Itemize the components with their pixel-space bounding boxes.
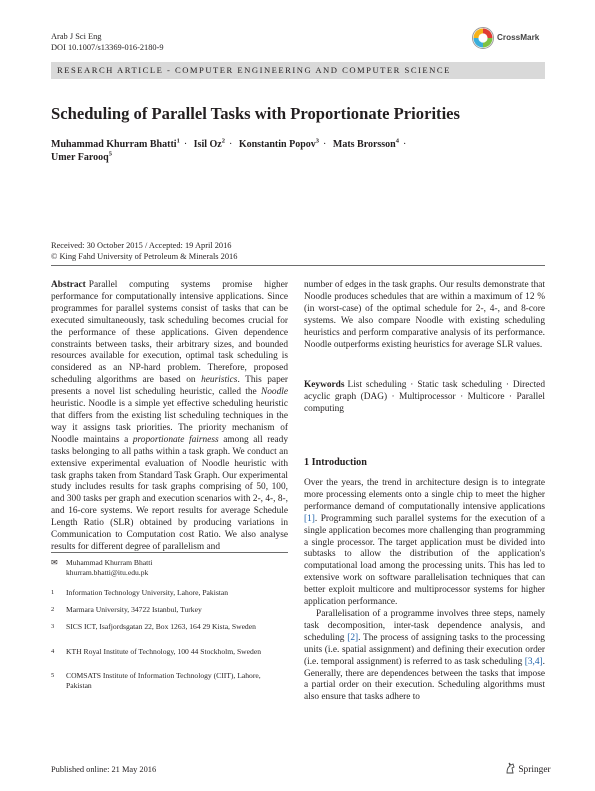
abstract-label: Abstract (51, 280, 86, 290)
affiliation-number: 3 (51, 623, 55, 630)
contact-email[interactable]: khurram.bhatti@itu.edu.pk (66, 568, 149, 577)
citation-link[interactable]: [2] (347, 632, 359, 643)
author-name[interactable]: Isil Oz (193, 139, 222, 150)
footnote-rule (51, 552, 288, 553)
abstract-continued: number of edges in the task graphs. Our results demonstrate that Noodle produces schedules that are within a maximum of 12 % (in worst-case) of the optimal schedule for 2-, 4-, and 8-core systems. We also compare Noodle with existing scheduling heuristics and perform comparative analysis of its performance. Noodle outperforms existing heuristics for average SLR values. (304, 280, 545, 350)
citation-link[interactable]: [1] (304, 513, 315, 524)
author-sup: 1 (176, 137, 180, 145)
abstract-emphasis: proportionate fairness (132, 434, 219, 445)
abstract-right (304, 280, 545, 351)
author-sup: 2 (221, 137, 225, 145)
abstract-emphasis: heuristics (201, 375, 238, 386)
citation-link[interactable]: [3,4] (524, 656, 543, 667)
affiliation-text: COMSATS Institute of Information Technology (CIIT), Lahore, Pakistan (66, 671, 261, 690)
affiliation-number: 1 (51, 589, 55, 596)
intro-text-run: Parallelisation of a programme involves three steps, namely task decomposition, inter-task dependence analysis, and scheduling (304, 608, 545, 643)
doi[interactable]: DOI 10.1007/s13369-016-2180-9 (51, 43, 164, 52)
crossmark-icon (472, 27, 494, 49)
affiliation-number: 2 (51, 606, 55, 613)
envelope-icon: ✉ (51, 558, 58, 567)
affiliation-text: KTH Royal Institute of Technology, 100 44 Stockholm, Sweden (66, 647, 261, 656)
intro-text-run: . Programming such parallel systems for the execution of a single application becomes more challenging than programming a single processor. The target application must be divided into subtasks to allow the distribution of the application's computational load among the processing units. This has led to extensive work on software parallelisation techniques that can better exploit multicore and multiprocessor systems for higher application performance. (304, 513, 545, 608)
paper-title: Scheduling of Parallel Tasks with Proportionate Priorities (51, 104, 461, 123)
separator: · (403, 139, 407, 150)
intro-text-run: . Generally, there are dependences between the tasks that impose a partial order on their execution. Scheduling algorithms must also ensure that tasks adhere to (304, 656, 545, 703)
abstract-text: Parallel computing systems promise higher performance for computationally intensive applications. Since programmes for parallel systems consist of tasks that can be executed simultaneously, task scheduling becomes crucial for the performance of these applications. Given dependence constraints between tasks, their arbitrary sizes, and bounded resources available for execution, optimal task scheduling is considered as an NP-hard problem. Therefore, proposed scheduling algorithms are based on (51, 280, 288, 386)
author-name[interactable]: Konstantin Popov (238, 139, 316, 150)
affiliation-2 (51, 605, 288, 615)
affiliation-number: 4 (51, 648, 55, 655)
abstract-text: heuristic. Noodle is a simple yet effective scheduling heuristic that differs from the existing list scheduling techniques in the way it assigns task priorities. The priority mechanism of Noodle maintains a (51, 399, 288, 445)
crossmark-badge[interactable] (472, 27, 552, 49)
affiliation-5 (51, 671, 288, 691)
divider (51, 265, 545, 266)
affiliation-text: Marmara University, 34722 Istanbul, Turkey (66, 605, 202, 614)
affiliation-text: Information Technology University, Lahore, Pakistan (66, 588, 229, 597)
author-sup: 4 (395, 137, 399, 145)
author-list (51, 138, 545, 164)
author-name[interactable]: Umer Farooq (51, 152, 109, 163)
dates-block (51, 240, 237, 262)
affiliation-1 (51, 588, 288, 598)
affiliation-text: SICS ICT, Isafjordsgatan 22, Box 1263, 164 29 Kista, Sweden (66, 622, 256, 631)
keywords-text: List scheduling · Static task scheduling · Directed acyclic graph (DAG) · Multiprocessor · Multicore · Parallel computing (304, 380, 545, 414)
abstract-left (51, 280, 288, 554)
keywords-label: Keywords (304, 380, 345, 390)
intro-text-run: . The process of assigning tasks to the processing units (i.e. spatial assignment) and defining their execution order (i.e. temporal assignment) is referred to as task scheduling (304, 632, 545, 667)
separator: · (228, 139, 233, 150)
copyright: © King Fahd University of Petroleum & Minerals 2016 (51, 252, 238, 261)
received-accepted: Received: 30 October 2015 / Accepted: 19 April 2016 (51, 241, 232, 250)
contact-block (51, 558, 288, 578)
published-date: Published online: 21 May 2016 (51, 765, 157, 774)
section-heading: 1 Introduction (304, 457, 367, 468)
abstract-emphasis: Noodle (261, 387, 288, 398)
intro-text (304, 478, 545, 704)
keywords-block (304, 380, 545, 416)
journal-name: Arab J Sci Eng (51, 32, 102, 41)
publisher-name: Springer (518, 765, 551, 775)
affiliation-number: 5 (51, 672, 55, 679)
author-name[interactable]: Muhammad Khurram Bhatti (51, 139, 177, 150)
author-sup: 3 (315, 137, 320, 145)
contact-name: Muhammad Khurram Bhatti (66, 558, 153, 567)
abstract-text: . This paper presents a novel list scheduling heuristic, called the (51, 375, 289, 398)
affiliation-4 (51, 647, 288, 657)
author-name[interactable]: Mats Brorsson (332, 139, 396, 150)
crossmark-label: CrossMark (497, 33, 540, 42)
article-type-band: RESEARCH ARTICLE - COMPUTER ENGINEERING AND COMPUTER SCIENCE (51, 62, 545, 79)
separator: · (323, 139, 327, 150)
separator: · (183, 139, 188, 150)
affiliation-3 (51, 622, 288, 632)
author-sup: 5 (108, 150, 112, 158)
intro-text-run: Over the years, the trend in architecture design is to integrate more processing elements onto a single chip to meet the higher performance demand of computationally intensive applications (304, 478, 545, 512)
springer-horse-icon (505, 762, 516, 774)
publisher-logo (505, 762, 551, 775)
abstract-text: among all ready tasks belonging to all paths within a task graph. We conduct an extensive experimental evaluation of Noodle heuristic with task graphs taken from Standard Task Graph. Our experimental study includes results for task graphs comprising of 50, 100, and 300 tasks per graph and execution scenarios with 2-, 4-, 8-, and 16-core systems. We report results for average Schedule Length Ratio (SLR) obtained by producing variations in Communication to Computation cost Ratio. We also analyse results for different degree of parallelism and (51, 434, 288, 552)
